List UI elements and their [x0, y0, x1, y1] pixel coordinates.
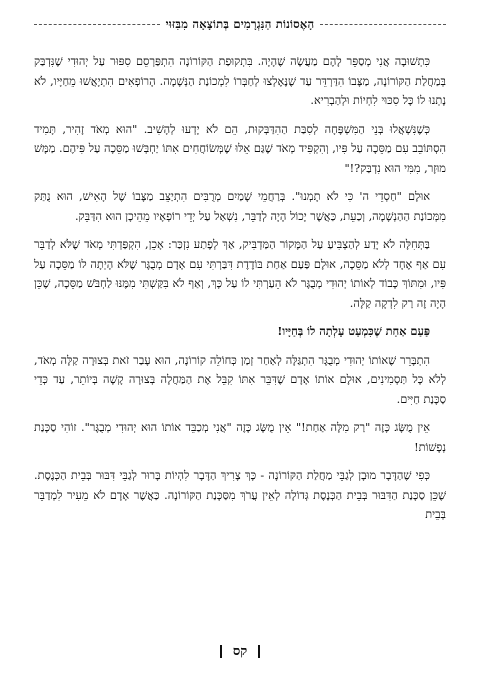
page-body [34, 52, 446, 525]
footer-bar-left [220, 645, 222, 658]
paragraph-3: אוּלָם "חַסְדֵי ה' כִּי לֹא תָמְנוּ". בְּרַחֲמֵי שָׁמַיִם מְרֻבִּים הִתְיַצֵּב מַצָּבוֹ שֶׁל הָאִישׁ, הוּא נֻתַּק מִמְּכוֹנַת הַהַנְשָׁמָה, וְכַעֵת, כַּאֲשֶׁר יָכוֹל הָיָה לְדַבֵּר, נִשְׁאַל עַל יְדֵי רוֹפְאָיו מֵהֵיכָן הוּא הִדַּבֵּק. [34, 190, 446, 223]
paragraph-7: אֵין מֻשָּׂג כָּזֶה "רַק מִלָּה אַחַת!" אֵין מֻשָּׂג כָּזֶה "אֲנִי מְכַבֵּד אוֹתוֹ הוּא יְהוּדִי מְבֻגָּר". זוֹהִי סַכָּנַת נְפָשׁוֹת! [34, 421, 446, 454]
header-rule-left [34, 24, 160, 25]
paragraph-6: הִתְבָּרֵר שֶׁאוֹתוֹ יְהוּדִי מְבֻגָּר הִתְגַּלָּה לְאַחַר זְמַן כְּחוֹלֵה קוֹרוֹנָה, הוּא עָבַר זֹאת בְּצוּרָה קַלָּה מְאֹד, לְלֹא כָּל תַּסְמִינִים, אוּלָם אוֹתוֹ אָדָם שֶׁדִּבֵּר אִתּוֹ קִבֵּל אֶת הַמַּחֲלָה בְּצוּרָה קָשָׁה בְּיוֹתֵר, עַד כְּדֵי סַכָּנַת חַיִּים. [34, 353, 446, 406]
header-rule-right [320, 24, 446, 25]
running-header [34, 10, 446, 38]
paragraph-5: פַּעַם אַחַת שֶׁכִּמְעַט עָלְתָה לוֹ בְּחַיָּיו! [277, 324, 430, 338]
header-title: הָאֶסוֹנוֹת הַנִּגְרָמִים בְּתוֹצָאָה מִבִּזּוּי [165, 17, 315, 31]
page-number: קס [232, 644, 248, 659]
paragraph-1: כִּתְשׁוּבָה אֲנִי מְסַפֵּר לָהֶם מַעֲשֶׂה שֶׁהָיָה. בִּתְקוּפַת הַקּוֹרוֹנָה הִתְפַּרְסֵם סִפּוּר עַל יְהוּדִי שֶׁנִּדְבַּק בְּמַחֲלַת הַקּוֹרוֹנָה, מַצָּבוֹ הִדַּרְדֵּר עַד שֶׁנֶּאֶלְצוּ לְחַבְּרוֹ לִמְכוֹנַת הַנְּשָׁמָה. הָרוֹפְאִים הִתְיָאֲשׁוּ מֵחַיָּיו, לֹא נָתְנוּ לוֹ כָּל סִכּוּי לִחְיוֹת וּלְהַבְרִיא. [34, 55, 446, 107]
paragraph-2: כְּשֶׁנִּשְׁאֲלוּ בְּנֵי הַמִּשְׁפָּחָה לְסִבַּת הַהִדַּבְּקוּת, הֵם לֹא יָדְעוּ לְהָשִׁיב. "הוּא מְאֹד זָהִיר, תָּמִיד הִסְתּוֹבֵב עִם מַסֵּכָה עַל פִּיו, וְהִקְפִּיד מְאֹד שֶׁגַּם אֵלּוּ שֶׁמְּשׂוֹחֲחִים אִתּוֹ יַחְבְּשׁוּ מַסֵּכָה עַל פִּיהֶם. מַמָּשׁ מוּזָר, מִמִּי הוּא נִדְבַּק?!" [34, 122, 446, 175]
paragraph-4: בַּתְּחִלָּה לֹא יָדַע לְהַצְבִּיעַ עַל הַמָּקוֹר הַמַּדְבִּיק, אַךְ לְפֶתַע נִזְכַּר: אָכֵן, הִקְפַּדְתִּי מְאֹד שֶׁלֹּא לְדַבֵּר עִם אַף אֶחָד לְלֹא מַסֵּכָה, אוּלָם פַּעַם אַחַת בּוֹדֶדֶת דִּבַּרְתִּי עִם אָדָם מְבֻגָּר שֶׁלֹּא הָיְתָה לוֹ מַסֵּכָה עַל פִּיו, וּמִתּוֹךְ כָּבוֹד לְאוֹתוֹ יְהוּדִי מְבֻגָּר לֹא הֵעַרְתִּי לוֹ עַל כָּךְ, וְאַף לֹא בִּקַּשְׁתִּי מִמֶּנּוּ לַחְבֹּשׁ מַסֵּכָה, שֶׁכֵּן הָיָה זֶה רַק לִדְקָה קַלָּה. [34, 238, 446, 310]
paragraph-8: כְּפִי שֶׁהַדָּבָר מוּבָן לְגַבֵּי מַחֲלַת הַקּוֹרוֹנָה - כָּךְ צָרִיךְ הַדָּבָר לִהְיוֹת בָּרוּר לְגַבֵּי דִּבּוּר בְּבֵית הַכְּנֶסֶת. שֶׁכֵּן סַכָּנַת הַדִּבּוּר בְּבֵית הַכְּנֶסֶת גְּדוֹלָה לְאֵין עֲרֹךְ מִסַּכָּנַת הַקּוֹרוֹנָה. כַּאֲשֶׁר אָדָם לֹא מֵעִיר לִמְדַבֵּר בְּבֵית [34, 469, 446, 521]
page-footer [0, 643, 480, 659]
footer-bar-right [258, 645, 260, 658]
